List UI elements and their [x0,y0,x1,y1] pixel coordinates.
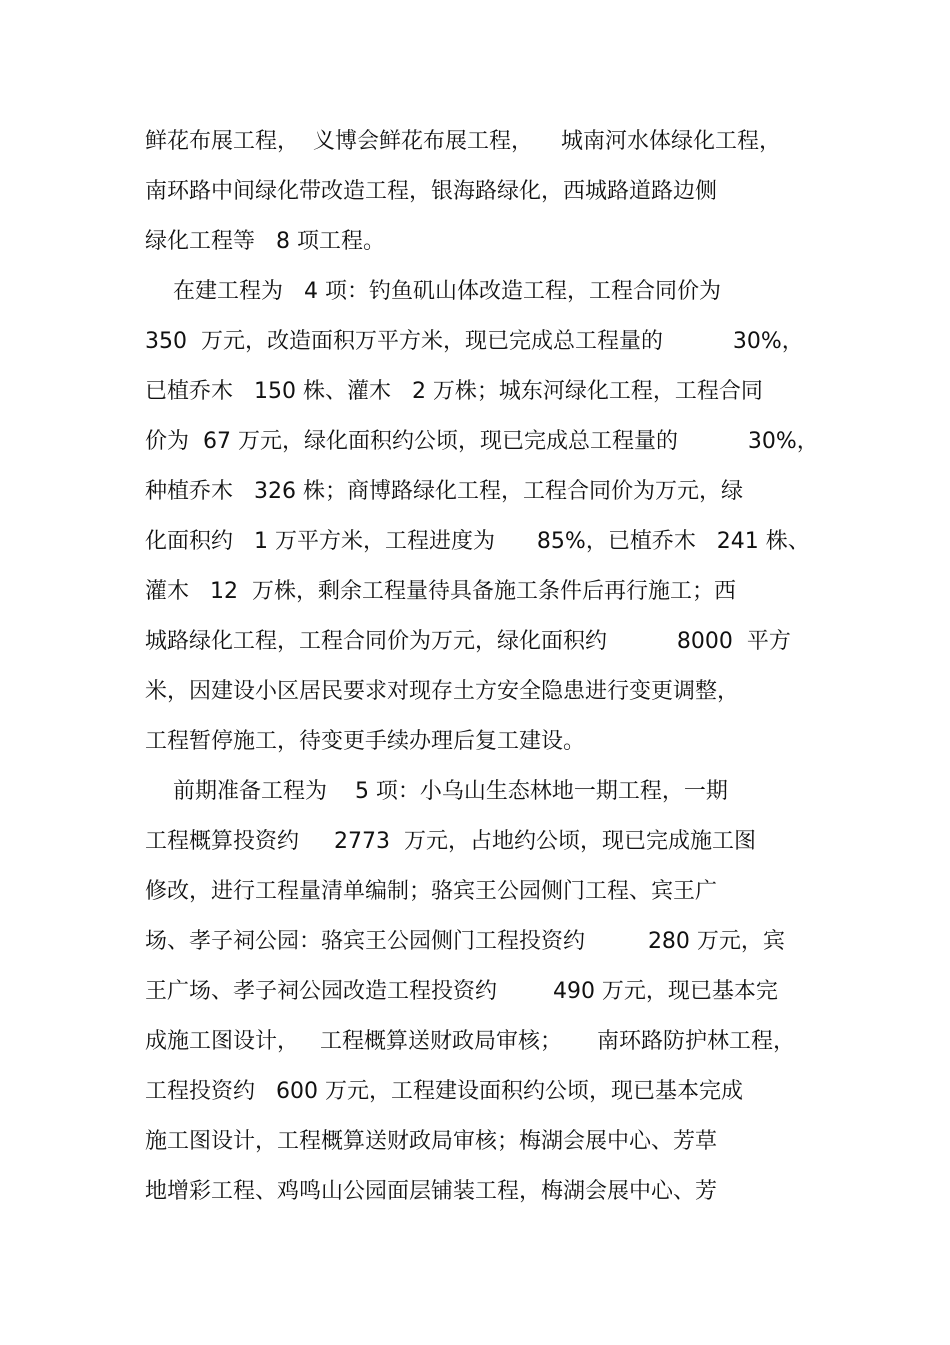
text-line: 场、孝子祠公园：骆宾王公园侧门工程投资约 280 万元，宾 [145,929,785,954]
text-line: 修改，进行工程量清单编制；骆宾王公园侧门工程、宾王广 [145,879,718,904]
text-line: 地增彩工程、鸡鸣山公园面层铺装工程，梅湖会展中心、芳 [145,1179,718,1204]
text-line: 在建工程为 4 项：钓鱼矶山体改造工程，工程合同价为 [145,279,721,304]
text-line: 工程暂停施工，待变更手续办理后复工建设。 [145,729,586,754]
text-line: 王广场、孝子祠公园改造工程投资约 490 万元，现已基本完 [145,979,778,1004]
text-line: 前期准备工程为 5 项：小乌山生态林地一期工程，一期 [145,779,728,804]
text-line: 350 万元，改造面积万平方米，现已完成总工程量的 30%， [145,329,804,354]
text-line: 施工图设计，工程概算送财政局审核；梅湖会展中心、芳草 [145,1129,718,1154]
text-line: 工程投资约 600 万元，工程建设面积约公顷，现已基本完成 [145,1079,743,1104]
body-text [145,117,819,1217]
text-line: 成施工图设计， 工程概算送财政局审核； 南环路防护林工程， [145,1029,795,1054]
text-line: 化面积约 1 万平方米，工程进度为 85%，已植乔木 241 株、 [145,529,810,554]
text-line: 南环路中间绿化带改造工程，银海路绿化，西城路道路边侧 [145,179,718,204]
text-line: 绿化工程等 8 项工程。 [145,229,385,254]
text-line: 鲜花布展工程， 义博会鲜花布展工程， 城南河水体绿化工程， [145,129,781,154]
text-line: 工程概算投资约 2773 万元，占地约公顷，现已完成施工图 [145,829,756,854]
text-line: 种植乔木 326 株；商博路绿化工程，工程合同价为万元，绿 [145,479,743,504]
text-line: 城路绿化工程，工程合同价为万元，绿化面积约 8000 平方 [145,629,791,654]
text-line: 灌木 12 万株，剩余工程量待具备施工条件后再行施工；西 [145,579,736,604]
text-line: 已植乔木 150 株、灌木 2 万株；城东河绿化工程，工程合同 [145,379,763,404]
text-line: 米，因建设小区居民要求对现存土方安全隐患进行变更调整， [145,679,740,704]
text-line: 价为 67 万元，绿化面积约公顷，现已完成总工程量的 30%， [145,429,819,454]
